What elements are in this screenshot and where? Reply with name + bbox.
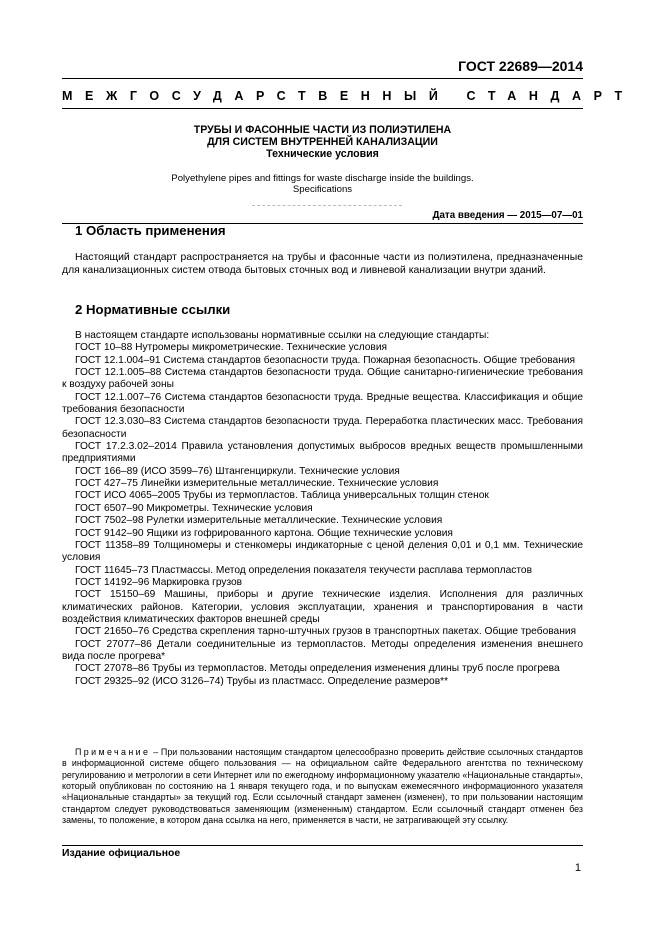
reference-item: ГОСТ 17.2.3.02–2014 Правила установления допустимых выбросов вредных веществ промышленными предприятиями bbox=[62, 441, 583, 465]
top-rule bbox=[62, 78, 583, 79]
title-en-line2: Specifications bbox=[292, 184, 353, 195]
title-ru-line2: ДЛЯ СИСТЕМ ВНУТРЕННЕЙ КАНАЛИЗАЦИИ bbox=[207, 136, 438, 148]
separator-faint bbox=[252, 205, 402, 206]
reference-item: ГОСТ 15150–69 Машины, приборы и другие технические изделия. Исполнения для различных климатических районов. Категории, условия эксплуатации, хранения и транспортирования в части воздействия климатических факторов внешней среды bbox=[62, 589, 583, 625]
title-ru-subtitle: Технические условия bbox=[266, 148, 379, 160]
references-intro: В настоящем стандарте использованы нормативные ссылки на следующие стандарты: bbox=[75, 330, 490, 341]
reference-item: ГОСТ 11645–73 Пластмассы. Метод определения показателя текучести расплава термопластов bbox=[75, 564, 532, 576]
reference-item: ГОСТ 427–75 Линейки измерительные металлические. Технические условия bbox=[75, 478, 439, 490]
note-text: – При пользовании настоящим стандартом целесообразно проверить действие ссылочных стандартов в информационной системе общего пользования — на официальном сайте Федерального агентства по техническому регулированию и метрологии в сети Интернет или по ежегодному информационному указателю «Национальные стандарты», который опубликован по состоянию на 1 января текущего года, и по выпускам ежемесячного информационного указателя «Национальные стандарты» за текущий год. Если ссылочный стандарт заменен (изменен), то при пользовании настоящим стандартом следует руководствоваться заменяющим (измененным) стандартом. Если ссылочный стандарт отменен без замены, то положение, в котором дана ссылка на него, применяется в части, не затрагивающей эту ссылку. bbox=[62, 747, 583, 826]
reference-item: ГОСТ 14192–96 Маркировка грузов bbox=[75, 576, 243, 588]
reference-item: ГОСТ 29325–92 (ИСО 3126–74) Трубы из пластмасс. Определение размеров** bbox=[75, 675, 449, 687]
reference-item: ГОСТ 12.1.007–76 Система стандартов безопасности труда. Вредные вещества. Классификация и общие требования безопасности bbox=[62, 391, 583, 416]
reference-item: ГОСТ 6507–90 Микрометры. Технические условия bbox=[75, 502, 313, 514]
reference-item: ГОСТ ИСО 4065–2005 Трубы из термопластов. Таблица универсальных толщин стенок bbox=[75, 490, 489, 502]
references-list bbox=[62, 330, 583, 688]
standard-banner: МЕЖГОСУДАРСТВЕННЫЙ СТАНДАРТ bbox=[62, 89, 635, 103]
reference-item: ГОСТ 27078–86 Трубы из термопластов. Методы определения изменения длины труб после прогрева bbox=[75, 663, 560, 675]
reference-item: ГОСТ 21650–76 Средства скрепления тарно-штучных грузов в транспортных пакетах. Общие требования bbox=[75, 626, 577, 638]
reference-item: ГОСТ 7502–98 Рулетки измерительные металлические. Технические условия bbox=[75, 515, 443, 527]
note-lead: Примечание bbox=[75, 747, 151, 757]
footer-rule bbox=[62, 845, 583, 846]
title-en-line1: Polyethylene pipes and fittings for waste discharge inside the buildings. bbox=[171, 173, 474, 184]
reference-item: ГОСТ 9142–90 Ящики из гофрированного картона. Общие технические условия bbox=[75, 527, 453, 539]
section1-heading: 1 Область применения bbox=[75, 223, 226, 238]
section1-body bbox=[62, 252, 583, 277]
reference-item: ГОСТ 12.1.005–88 Система стандартов безопасности труда. Общие санитарно-гигиенические требования к воздуху рабочей зоны bbox=[62, 367, 583, 391]
note-block bbox=[62, 747, 583, 826]
reference-item: ГОСТ 12.1.004–91 Система стандартов безопасности труда. Пожарная безопасность. Общие требования bbox=[75, 354, 576, 366]
page-number: 1 bbox=[574, 862, 581, 874]
introduction-date: Дата введения — 2015—07—01 bbox=[432, 210, 583, 221]
section1-text: Настоящий стандарт распространяется на трубы и фасонные части из полиэтилена, предназначенные для канализационных систем отвода бытовых сточных вод и ливневой канализации внутри зданий. bbox=[62, 252, 583, 276]
reference-item: ГОСТ 27077–86 Детали соединительные из термопластов. Методы определения изменения внешнего вида после прогрева* bbox=[62, 638, 583, 662]
reference-item: ГОСТ 11358–89 Толщиномеры и стенкомеры индикаторные с ценой деления 0,01 и 0,1 мм. Технические условия bbox=[62, 539, 583, 564]
section2-heading: 2 Нормативные ссылки bbox=[75, 302, 231, 317]
reference-item: ГОСТ 12.3.030–83 Система стандартов безопасности труда. Переработка пластических масс. Требования безопасности bbox=[62, 416, 583, 440]
banner-rule bbox=[62, 108, 583, 109]
reference-item: ГОСТ 166–89 (ИСО 3599–76) Штангенциркули. Технические условия bbox=[75, 465, 400, 477]
gost-number: ГОСТ 22689—2014 bbox=[458, 58, 583, 74]
reference-item: ГОСТ 10–88 Нутромеры микрометрические. Технические условия bbox=[75, 342, 388, 354]
title-ru-line1: ТРУБЫ И ФАСОННЫЕ ЧАСТИ ИЗ ПОЛИЭТИЛЕНА bbox=[193, 124, 452, 136]
official-edition: Издание официальное bbox=[62, 848, 181, 859]
